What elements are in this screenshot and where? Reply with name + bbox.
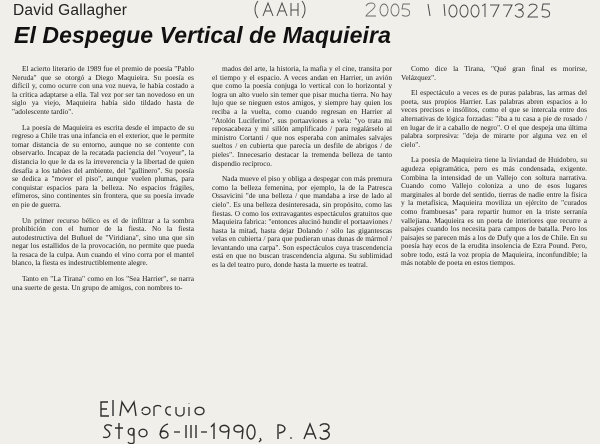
handwritten-archive-annotation (252, 0, 600, 20)
article-headline: El Despegue Vertical de Maquieira (14, 22, 391, 48)
author-byline: David Gallagher (13, 2, 128, 19)
article-paragraph: mados del arte, la historia, la mafia y el cine, transita por el tiempo y el espacio. A veces andan en Harrier, un avión que como la poesía conjuga lo vertical con lo horizontal y logra un alto vuelo sin temer que pisar mucha tierra. No hay lujo que se nieguen estos amigos, y siempre hay quien los reciba a la vuelta, como cuando regresan en Harrier al "Atolón Luciferino", sus portaaviones a vela: "yo trata mi reposacabeza y mi sillón amplificado / para regalárselo al ministro Cortanti / que nos esperaba con animales salvajes sueltos / en cubierta que parecía un desfile de abrigos / de pieles". Innecesario destacar la tremenda belleza de tanto dispendio recíproco. (212, 64, 392, 168)
article-column-3 (401, 65, 587, 268)
article-column-2 (212, 65, 392, 270)
article-paragraph: El acierto literario de 1989 fue el premio de poesía "Pablo Neruda" que se otorgó a Diego Maquieira. Su poesía es difícil y, como ocurre con una voz nueva, le había costado a la crítica adaptarse a ella. Tal vez por ser tan novedoso en un siglo ya viejo, Maquieira había sido tildado hasta de "adolescente tardío". (12, 64, 194, 116)
article-paragraph: El espectáculo a veces es de puras palabras, las armas del poeta, sus propios Harrier. Las palabras abren espacios a lo veces precisos e insólitos, como el que se intercala entre dos alternativas de lógica forzadas: "iba a tu casa a pie de rosado / en lugar de ir a caballo de negro". O el que despeja una última palabra sorpresiva: "deja de mirarte por alguna vez en el cielo". (401, 88, 587, 149)
article-paragraph: Tanto en "La Tirana" como en los "Sea Harrier", se narra una suerte de gesta. Un grupo de amigos, con nombres to- (12, 274, 194, 292)
article-column-1 (12, 65, 194, 292)
article-paragraph: La poesía de Maquieira es escrita desde el impacto de su regreso a Chile tras una infancia en el exterior, que le permite tomar distancia de su entorno, aunque no se contente con observarlo. Incapaz de la recatada paciencia del "voyeur", la distancia lo que le da es la irreverencia y la libertad de quien desafía a los tabúes del ambiente, del "gallinero". Su poesía se dedica a "mover el piso", aunque vuelen plumas, para conquistar espacios para la belleza. No espacios frágiles, efímeros, sino continentes sin frontera, que su poesía invade en pie de guerra. (12, 122, 194, 209)
article-paragraph: La poesía de Maquieira tiene la liviandad de Huidobro, su agudeza epigramática, pero es más condensada, exigente. Combina la intensidad de un Vallejo con soltura narrativa. Cuando como Vallejo coloniza a uno de esos lugares marginales al borde del sentido, tierras de nadie entre la física y la metafísica, Maquieira moviliza un ejército de "curados como frambuesas" para repartir humor en la triste serranía vallejiana. Maquieira es un poeta de interiores que recurre a paisajes cuando los necesita para campos de batalla. Pero los paisajes se parecen más a los de Dufy que a los de Chile. En su poesía hay ecos de la erudita insolencia de Ezra Pound. Pero, sobre todo, está la voz propia de Maquieira, inconfundible; la más notable de poeta en estos tiempos. (401, 155, 587, 268)
handwritten-source-note (98, 396, 358, 444)
article-paragraph: Un primer recurso bélico es el de infiltrar a la sombra prohibición con el humor de la fiesta. No la fiesta autodestructiva del Buñuel de "Viridiana", sino una que sin negar los estallidos de la provocación, no permite que pueda la resaca de la culpa. Aun cuando el vino corra por el mantel blanco, la fiesta es indestructiblemente alegre. (12, 215, 194, 268)
article-paragraph: Nada mueve el piso y obliga a despegar con más premura como la belleza femenina, por ejemplo, la de la Patresca Ossavicini "de una belleza / que mandaba a irse de lado al cielo". Es una belleza desinteresada, sin propósito, como las fiestas. O como los extravagantes espectáculos gratuitos que Maquieira fabrica: "entonces alucinó hundir el portaaviones / hasta la mitad, hasta dejar Dolando / sólo las gigantescas velas en cubierta / para que pudieran unas dunas de mármol / levantando una carpa". Son espectáculos cuya trascendencia está en que no buscan trascendencia alguna. Su sublimidad es la del teatro puro, donde hasta la muerte es teatral. (212, 174, 392, 270)
article-paragraph: Como dice la Tirana, "Qué gran final es morirse, Velázquez". (401, 64, 587, 82)
